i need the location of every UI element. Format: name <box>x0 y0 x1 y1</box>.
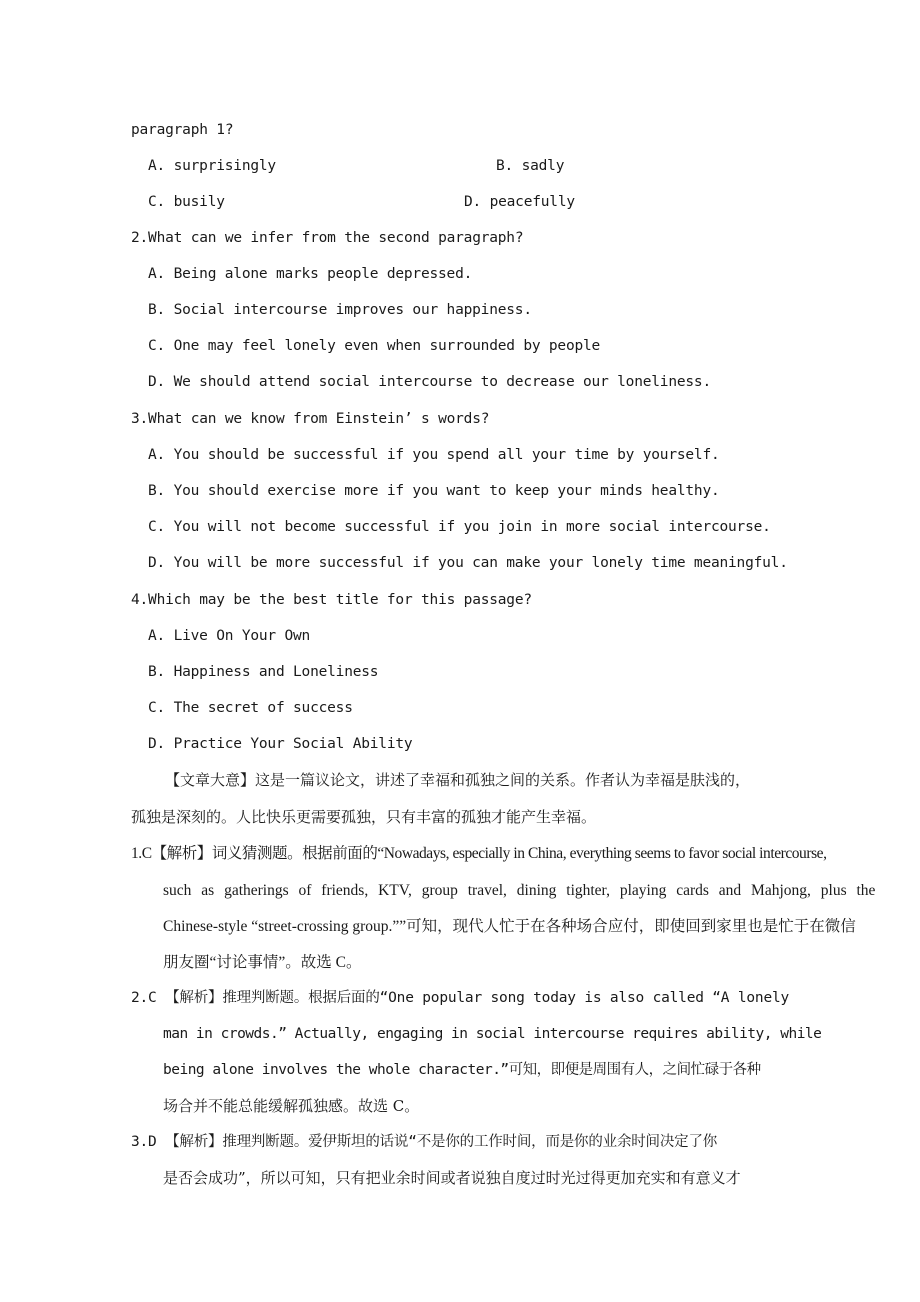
q1-option-b <box>496 156 564 176</box>
option-letter: D. <box>148 555 166 571</box>
option-letter: D. <box>148 374 166 390</box>
analysis-2-line-1: 2.C 【解析】推理判断题。根据后面的“One popular song today is also called “A lonely <box>131 990 790 1006</box>
q1-option-d <box>464 192 575 212</box>
q4-option-b <box>148 662 378 682</box>
q3-stem: 3.What can we know from Einstein’ s words? <box>131 411 490 427</box>
option-text: Happiness and Loneliness <box>173 664 379 680</box>
q3-option-a <box>148 445 720 465</box>
option-letter: A. <box>148 158 166 174</box>
summary-line-1: 【文章大意】这是一篇议论文，讲述了幸福和孤独之间的关系。作者认为幸福是肤浅的， <box>165 771 751 789</box>
q3-option-c <box>148 517 771 537</box>
option-text: The secret of success <box>173 700 353 716</box>
option-text: sadly <box>521 158 565 174</box>
q2-option-a <box>148 264 472 284</box>
q2-stem: 2.What can we infer from the second paragraph? <box>131 230 524 246</box>
option-letter: D. <box>464 194 482 210</box>
analysis-3-line-1: 3.D 【解析】推理判断题。爱伊斯坦的话说“不是你的工作时间，而是你的业余时间决定了你 <box>131 1134 718 1150</box>
option-text: You will be more successful if you can make your lonely time meaningful. <box>173 555 788 571</box>
analysis-2-line-3: being alone involves the whole character.”可知，即便是周围有人，之间忙碌于各种 <box>163 1062 761 1078</box>
q4-stem: 4.Which may be the best title for this passage? <box>131 592 532 608</box>
analysis-1-line-1: 1.C【解析】词义猜测题。根据前面的“Nowadays, especially in China, everything seems to favor social intercourse, <box>131 845 827 862</box>
option-text: Live On Your Own <box>173 628 311 644</box>
option-text: One may feel lonely even when surrounded by people <box>173 338 601 354</box>
option-text: We should attend social intercourse to decrease our loneliness. <box>173 374 711 390</box>
option-letter: B. <box>496 158 514 174</box>
option-text: You should exercise more if you want to keep your minds healthy. <box>173 483 720 499</box>
option-letter: B. <box>148 483 166 499</box>
analysis-2-line-2: man in crowds.” Actually, engaging in social intercourse requires ability, while <box>163 1026 822 1042</box>
option-letter: A. <box>148 447 166 463</box>
option-letter: B. <box>148 302 166 318</box>
analysis-3-line-2: 是否会成功”，所以可知，只有把业余时间或者说独自度过时光过得更加充实和有意义才 <box>163 1169 741 1187</box>
q4-option-c <box>148 698 353 718</box>
analysis-1-line-4: 朋友圈“讨论事情”。故选 C。 <box>163 954 362 971</box>
analysis-1-line-3: Chinese-style “street-crossing group.””可知，现代人忙于在各种场合应付，即使回到家里也是忙于在微信 <box>163 918 856 935</box>
q3-option-b <box>148 481 720 501</box>
q4-option-d <box>148 734 412 754</box>
option-text: Being alone marks people depressed. <box>173 266 473 282</box>
q1-option-c <box>148 192 225 212</box>
option-letter: A. <box>148 628 166 644</box>
option-letter: C. <box>148 700 166 716</box>
option-letter: B. <box>148 664 166 680</box>
analysis-2-line-4: 场合并不能总能缓解孤独感。故选 C。 <box>163 1097 420 1115</box>
option-letter: C. <box>148 338 166 354</box>
option-text: You should be successful if you spend all your time by yourself. <box>173 447 720 463</box>
option-letter: C. <box>148 194 166 210</box>
option-text: peacefully <box>489 194 575 210</box>
q2-option-b <box>148 300 532 320</box>
option-letter: A. <box>148 266 166 282</box>
option-text: busily <box>173 194 225 210</box>
q2-option-d <box>148 372 711 392</box>
option-letter: D. <box>148 736 166 752</box>
option-text: Social intercourse improves our happiness. <box>173 302 532 318</box>
option-text: You will not become successful if you join in more social intercourse. <box>173 519 771 535</box>
q2-option-c <box>148 336 600 356</box>
option-text: Practice Your Social Ability <box>173 736 413 752</box>
q3-option-d <box>148 553 788 573</box>
summary-line-2: 孤独是深刻的。人比快乐更需要孤独，只有丰富的孤独才能产生幸福。 <box>131 808 597 826</box>
q1-stem-tail: paragraph 1? <box>131 122 234 138</box>
option-letter: C. <box>148 519 166 535</box>
option-text: surprisingly <box>173 158 276 174</box>
q4-option-a <box>148 626 310 646</box>
analysis-1-line-2: such as gatherings of friends, KTV, group travel, dining tighter, playing cards and Mahjong, plus the <box>163 882 876 899</box>
q1-option-a <box>148 156 276 176</box>
